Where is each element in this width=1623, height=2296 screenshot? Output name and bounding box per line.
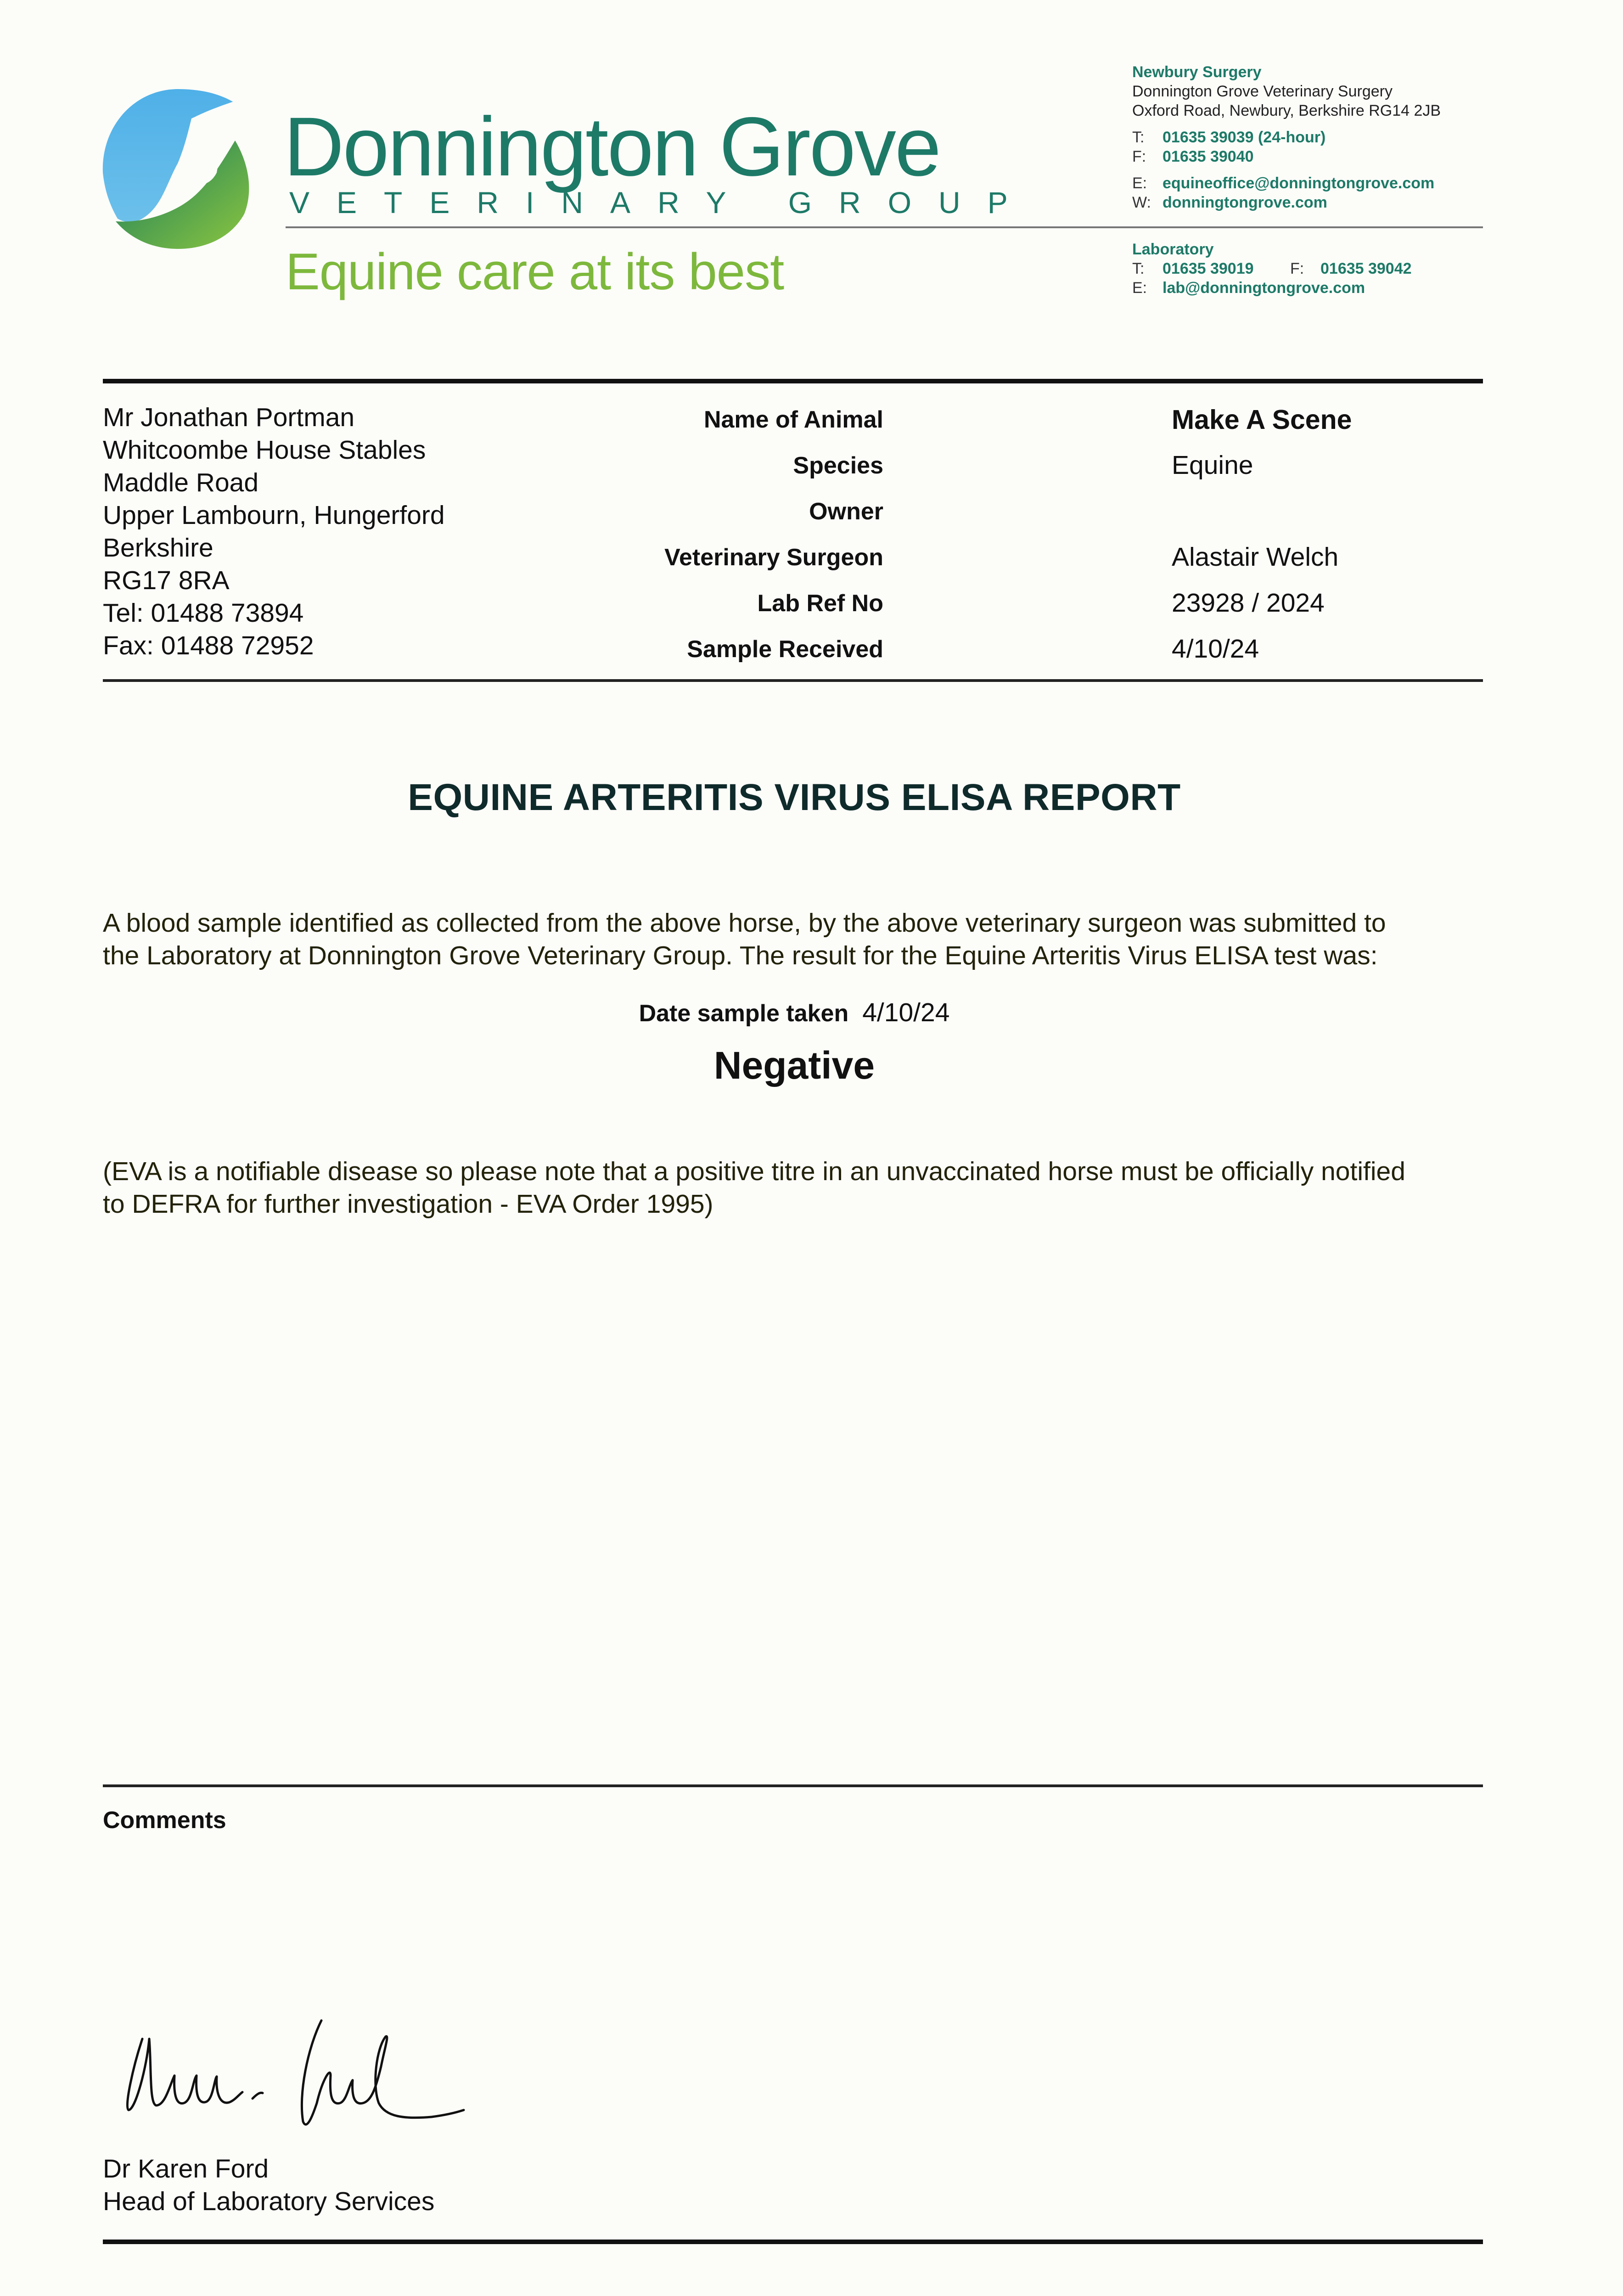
detail-label: Name of Animal — [703, 406, 883, 433]
comments-rule — [103, 1784, 1483, 1787]
date-label: Date sample taken — [639, 1000, 849, 1027]
signatory-title: Head of Laboratory Services — [103, 2187, 435, 2216]
address-line: Whitcoombe House Stables — [103, 435, 426, 465]
email-label: E: — [1132, 174, 1147, 192]
surgery-email-link[interactable]: equineoffice@donningtongrove.com — [1162, 174, 1435, 192]
header-divider — [286, 226, 1483, 228]
report-title: EQUINE ARTERITIS VIRUS ELISA REPORT — [408, 777, 1181, 818]
top-rule — [103, 379, 1483, 383]
brand-name: Donnington Grove — [284, 100, 940, 193]
laboratory-phone-value[interactable]: 01635 39019 — [1162, 260, 1254, 277]
address-phone: Tel: 01488 73894 — [103, 598, 304, 628]
date-sample-taken — [0, 997, 1589, 1028]
vet-surgeon-value: Alastair Welch — [1172, 542, 1339, 572]
signatory-name: Dr Karen Ford — [103, 2154, 269, 2183]
detail-label: Owner — [809, 498, 883, 525]
intro-line: A blood sample identified as collected from the above horse, by the above veterinary surgeon was submitted to — [103, 908, 1386, 938]
surgery-address: Oxford Road, Newbury, Berkshire RG14 2JB — [1132, 102, 1441, 119]
fax-label: F: — [1132, 148, 1146, 165]
test-result: Negative — [713, 1044, 875, 1087]
address-line: Upper Lambourn, Hungerford — [103, 501, 445, 530]
eva-notice — [103, 1155, 1508, 1221]
address-line: Berkshire — [103, 533, 213, 563]
surgery-heading: Newbury Surgery — [1132, 63, 1262, 81]
animal-name: Make A Scene — [1172, 405, 1352, 435]
notice-line: (EVA is a notifiable disease so please note that a positive titre in an unvaccinated horse must be officially notified — [103, 1157, 1405, 1186]
signature — [115, 2011, 482, 2140]
web-label: W: — [1132, 194, 1151, 211]
species-value: Equine — [1172, 450, 1253, 480]
surgery-name: Donnington Grove Veterinary Surgery — [1132, 83, 1393, 100]
lab-ref-value: 23928 / 2024 — [1172, 588, 1325, 618]
surgery-fax-value: 01635 39040 — [1162, 148, 1254, 165]
brand-subtitle: VETERINARY GROUP — [289, 186, 1035, 219]
surgery-phone-value[interactable]: 01635 39039 (24-hour) — [1162, 129, 1326, 146]
surgery-web-link[interactable]: donningtongrove.com — [1162, 194, 1327, 211]
laboratory-email-link[interactable]: lab@donningtongrove.com — [1162, 279, 1365, 297]
intro-paragraph — [103, 907, 1508, 972]
laboratory-phone-fax — [1132, 259, 1412, 278]
comments-label: Comments — [103, 1807, 226, 1834]
client-address — [103, 401, 445, 662]
surgery-email — [1132, 174, 1441, 193]
surgery-phone — [1132, 128, 1441, 147]
bottom-rule — [103, 2240, 1483, 2244]
tagline: Equine care at its best — [286, 243, 784, 300]
email-label: E: — [1132, 279, 1147, 297]
fax-label: F: — [1290, 260, 1304, 277]
intro-line: the Laboratory at Donnington Grove Veterinary Group. The result for the Equine Arteritis Virus ELISA test was: — [103, 941, 1378, 970]
address-fax: Fax: 01488 72952 — [103, 631, 314, 660]
details-rule — [103, 679, 1483, 682]
surgery-fax — [1132, 147, 1441, 166]
laboratory-fax-value: 01635 39042 — [1320, 260, 1412, 277]
phone-label: T: — [1132, 129, 1145, 146]
detail-label: Veterinary Surgeon — [664, 544, 883, 571]
laboratory-heading: Laboratory — [1132, 241, 1214, 258]
detail-label: Lab Ref No — [757, 590, 883, 617]
signatory — [103, 2153, 434, 2218]
sample-received-value: 4/10/24 — [1172, 634, 1259, 664]
phone-label: T: — [1132, 260, 1145, 277]
surgery-web — [1132, 193, 1441, 212]
address-line: Maddle Road — [103, 468, 259, 497]
surgery-contact-block — [1132, 62, 1441, 212]
laboratory-contact-block — [1132, 240, 1412, 298]
address-line: RG17 8RA — [103, 566, 230, 595]
horse-head-logo-icon — [97, 85, 259, 250]
detail-label: Sample Received — [687, 636, 883, 663]
detail-label: Species — [793, 452, 883, 479]
laboratory-email — [1132, 278, 1412, 298]
date-value: 4/10/24 — [862, 998, 950, 1027]
notice-line: to DEFRA for further investigation - EVA Order 1995) — [103, 1189, 713, 1219]
address-line: Mr Jonathan Portman — [103, 403, 355, 432]
